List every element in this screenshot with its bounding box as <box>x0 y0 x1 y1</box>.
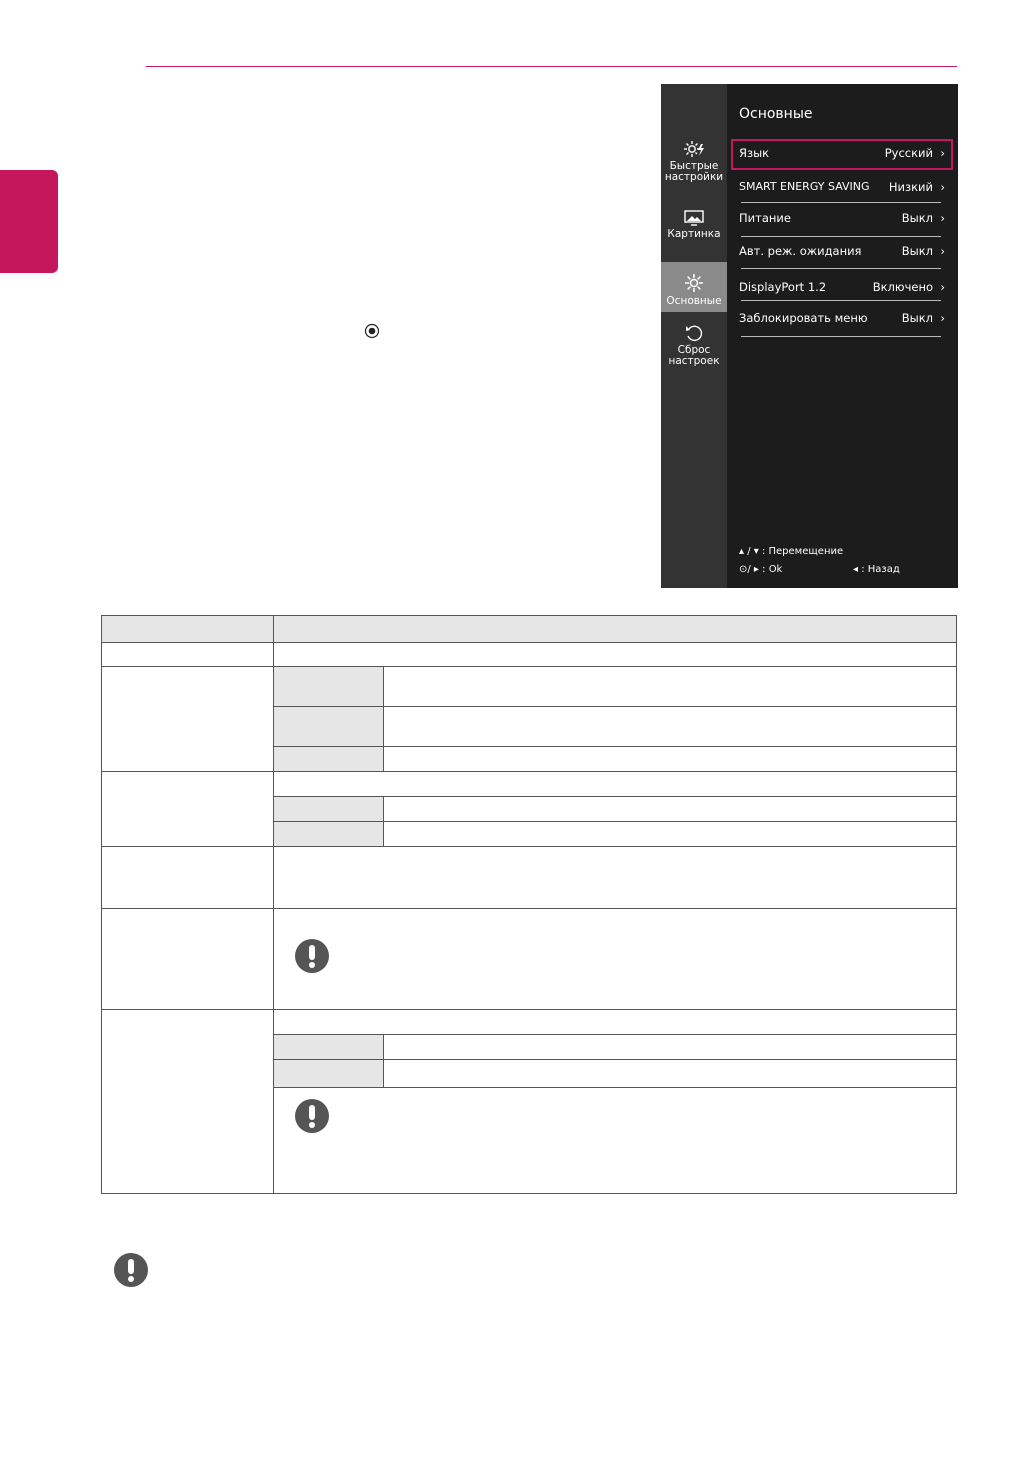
sub-cell <box>274 707 383 746</box>
menu-item-value: Русский <box>884 146 933 160</box>
menu-divider <box>741 300 941 301</box>
joystick-button-icon <box>364 323 380 339</box>
footer-move-hint <box>739 546 843 557</box>
menu-item-value: Выкл <box>901 311 933 325</box>
reset-icon <box>684 324 704 342</box>
sidebar-label-line2: настройки <box>664 171 724 183</box>
menu-item-auto-standby[interactable] <box>739 241 945 261</box>
footer-ok-hint <box>739 564 782 575</box>
sub-cell <box>274 747 383 771</box>
menu-divider <box>741 336 941 337</box>
column-divider <box>383 1035 384 1087</box>
osd-title: Основные <box>739 106 813 122</box>
footer-back-hint <box>853 564 900 575</box>
sub-cell <box>274 822 383 846</box>
menu-item-label: Авт. реж. ожидания <box>739 244 862 258</box>
gear-icon <box>684 273 704 293</box>
chevron-right-icon: › <box>940 180 945 194</box>
menu-item-value: Выкл <box>901 211 933 225</box>
sub-cell <box>274 1060 383 1087</box>
row-divider <box>102 771 956 772</box>
sidebar-item-general[interactable] <box>661 262 727 312</box>
header-rule <box>146 66 957 67</box>
row-divider <box>102 666 956 667</box>
sidebar-item-picture[interactable] <box>661 210 727 250</box>
menu-item-power[interactable] <box>739 208 945 228</box>
osd-menu <box>661 84 958 588</box>
footer-ok-text: : Ok <box>762 564 783 575</box>
sidebar-label-line1: Быстрые <box>669 160 719 172</box>
sidebar-label-line2: настроек <box>668 355 720 367</box>
menu-item-value: Включено <box>872 280 933 294</box>
note-icon <box>294 938 330 974</box>
menu-item-displayport[interactable] <box>739 277 945 297</box>
chevron-right-icon: › <box>940 280 945 294</box>
settings-table <box>101 615 957 1194</box>
left-arrow-icon: ◂ <box>853 564 859 575</box>
sub-cell <box>274 797 383 821</box>
menu-item-label: Заблокировать меню <box>739 311 868 325</box>
row-divider <box>102 846 956 847</box>
row-divider <box>102 1009 956 1010</box>
row-divider <box>102 642 956 643</box>
menu-item-language[interactable] <box>739 143 945 163</box>
picture-icon <box>684 210 704 226</box>
menu-item-value: Низкий <box>888 180 933 194</box>
row-divider <box>102 908 956 909</box>
menu-item-smart-energy-saving[interactable] <box>739 177 945 197</box>
chevron-right-icon: › <box>940 244 945 258</box>
menu-divider <box>741 236 941 237</box>
chevron-right-icon: › <box>940 146 945 160</box>
menu-item-lock-menu[interactable] <box>739 308 945 328</box>
sub-cell <box>274 667 383 706</box>
joystick-right-icon: ⊙/ ▸ <box>739 564 759 575</box>
up-down-arrows-icon: ▴ / ▾ <box>739 546 759 557</box>
column-divider <box>383 667 384 771</box>
sidebar-label: Основные <box>666 295 722 307</box>
sidebar-label-line1: Сброс <box>677 344 711 356</box>
menu-item-label: DisplayPort 1.2 <box>739 280 827 294</box>
menu-item-value: Выкл <box>901 244 933 258</box>
column-divider <box>383 797 384 846</box>
menu-item-label: SMART ENERGY SAVING <box>739 180 870 193</box>
table-header-row <box>102 616 956 642</box>
note-icon <box>113 1252 149 1288</box>
chevron-right-icon: › <box>940 311 945 325</box>
menu-item-label: Язык <box>739 146 770 160</box>
menu-item-label: Питание <box>739 211 791 225</box>
menu-divider <box>741 202 941 203</box>
sub-cell <box>274 1035 383 1059</box>
quick-settings-icon <box>683 140 705 158</box>
sidebar-item-quick-settings[interactable] <box>661 140 727 190</box>
chevron-right-icon: › <box>940 211 945 225</box>
osd-sidebar <box>661 84 727 588</box>
menu-divider <box>741 268 941 269</box>
footer-back-text: : Назад <box>861 564 900 575</box>
note-icon <box>294 1098 330 1134</box>
sidebar-item-reset[interactable] <box>661 324 727 370</box>
chapter-tab <box>0 170 58 273</box>
footer-move-text: : Перемещение <box>761 546 844 557</box>
sidebar-label: Картинка <box>667 228 721 240</box>
row-divider <box>274 1087 956 1088</box>
